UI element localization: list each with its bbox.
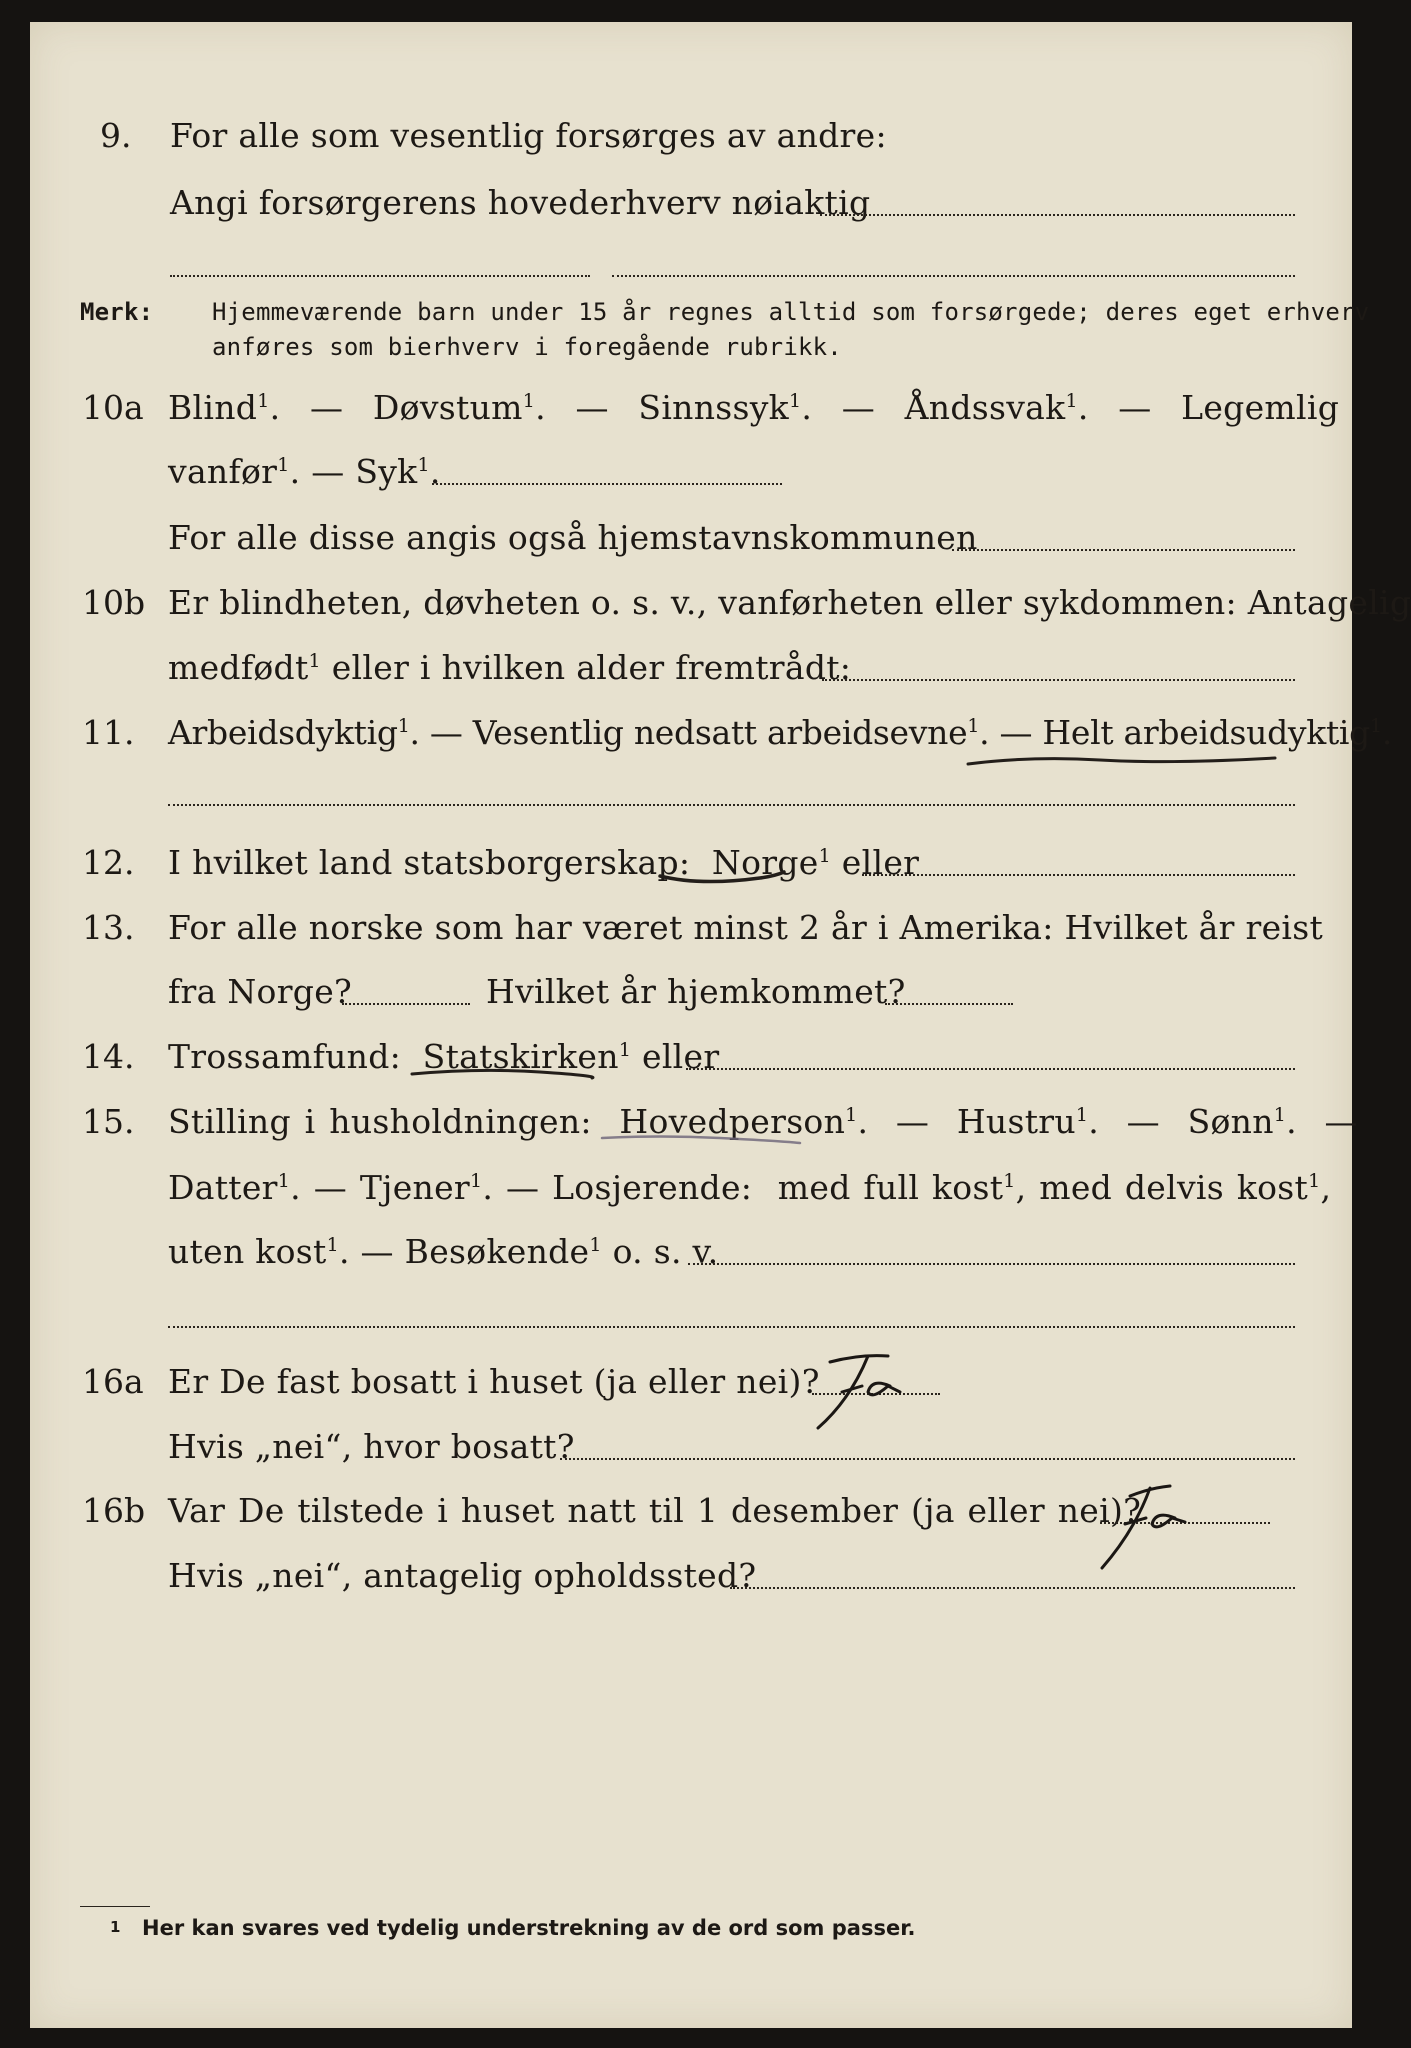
q14-line: Trossamfund: Statskirken$^1$ eller bbox=[168, 1037, 720, 1076]
q10b-line1: Er blindheten, døvheten o. s. v., vanførheten eller sykdommen: Antagelig bbox=[168, 583, 1411, 622]
q10b-number: 10b bbox=[82, 583, 146, 622]
option-norge[interactable]: Norge bbox=[711, 843, 819, 882]
q16b-opholdssted-field[interactable] bbox=[730, 1587, 1295, 1589]
q15-line1: Stilling i husholdningen: Hovedperson$^1$. — Hustru$^1$. — Sønn$^1$. — bbox=[168, 1102, 1358, 1141]
option-syk[interactable]: Syk bbox=[355, 452, 418, 491]
q9-line1: For alle som vesentlig forsørges av andre: bbox=[170, 116, 887, 155]
q16a-number: 16a bbox=[82, 1362, 144, 1401]
q12-country-field[interactable] bbox=[862, 874, 1295, 876]
merk-label: Merk: bbox=[80, 298, 154, 326]
option-datter[interactable]: Datter bbox=[168, 1168, 278, 1207]
q16a-line1: Er De fast bosatt i huset (ja eller nei)? bbox=[168, 1362, 820, 1401]
option-statskirken[interactable]: Statskirken bbox=[422, 1037, 619, 1076]
footnote-text: Her kan svares ved tydelig understrekning av de ord som passer. bbox=[142, 1916, 916, 1940]
q11-line1: Arbeidsdyktig$^1$. — Vesentlig nedsatt arbeidsevne$^1$. — Helt arbeidsudyktig$^1$. bbox=[168, 713, 1393, 752]
q16b-answer-field[interactable] bbox=[1100, 1522, 1270, 1524]
q15-number: 15. bbox=[82, 1102, 135, 1141]
option-vanfor[interactable]: vanfør bbox=[168, 452, 278, 491]
q9-answer-field[interactable] bbox=[820, 214, 1295, 216]
option-delvis-kost[interactable]: med delvis kost bbox=[1039, 1168, 1309, 1207]
option-sinnssyk[interactable]: Sinnssyk bbox=[638, 388, 789, 427]
q15-line2: Datter$^1$. — Tjener$^1$. — Losjerende: med full kost$^1$, med delvis kost$^1$, bbox=[168, 1168, 1332, 1207]
option-dovstum[interactable]: Døvstum bbox=[372, 388, 523, 427]
option-andssvak[interactable]: Åndssvak bbox=[904, 388, 1066, 427]
option-legemlig[interactable]: Legemlig bbox=[1181, 388, 1340, 427]
option-besokende[interactable]: Besøkende bbox=[404, 1232, 590, 1271]
option-hovedperson[interactable]: Hovedperson bbox=[619, 1102, 846, 1141]
q14-trossamfund-field[interactable] bbox=[686, 1068, 1295, 1070]
footnote-mark: 1 bbox=[110, 1918, 121, 1936]
merk-line1: Hjemmeværende barn under 15 år regnes alltid som forsørgede; deres eget erhverv bbox=[212, 298, 1370, 326]
q10a-line3: For alle disse angis også hjemstavnskommunen bbox=[168, 518, 978, 557]
q10b-line2: medfødt$^1$ eller i hvilken alder fremtrådt: bbox=[168, 648, 852, 687]
option-tjener[interactable]: Tjener bbox=[359, 1168, 470, 1207]
q11-number: 11. bbox=[82, 713, 135, 752]
q9-number: 9. bbox=[100, 116, 132, 155]
q16a-answer-field[interactable] bbox=[812, 1393, 940, 1395]
q10a-number: 10a bbox=[82, 388, 144, 427]
q15-field-2[interactable] bbox=[168, 1326, 1295, 1328]
q10a-syk-field[interactable] bbox=[432, 483, 782, 485]
option-helt-arbeidsudyktig[interactable]: Helt arbeidsudyktig bbox=[1042, 713, 1371, 752]
q11-extra-field[interactable] bbox=[168, 804, 1295, 806]
q13-reist-field[interactable] bbox=[342, 1003, 470, 1005]
q13-hjem: Hvilket år hjemkommet? bbox=[486, 972, 906, 1011]
q16a-line2: Hvis „nei“, hvor bosatt? bbox=[168, 1427, 575, 1466]
q16b-line2: Hvis „nei“, antagelig opholdssted? bbox=[168, 1556, 757, 1595]
q9-line2: Angi forsørgerens hovederhverv nøiaktig bbox=[170, 183, 871, 222]
q15-line3: uten kost$^1$. — Besøkende$^1$ o. s. v. bbox=[168, 1232, 719, 1271]
q15-field-1[interactable] bbox=[688, 1263, 1295, 1265]
q12-line: I hvilket land statsborgerskap: Norge$^1$ eller bbox=[168, 843, 920, 882]
q13-number: 13. bbox=[82, 908, 135, 947]
footnote-rule bbox=[80, 1906, 150, 1907]
option-medfodt[interactable]: medfødt bbox=[168, 648, 309, 687]
merk-line2: anføres som bierhverv i foregående rubrikk. bbox=[212, 333, 842, 361]
q13-fra: fra Norge? bbox=[168, 972, 353, 1011]
option-full-kost[interactable]: med full kost bbox=[777, 1168, 1004, 1207]
q12-number: 12. bbox=[82, 843, 135, 882]
q13-line1: For alle norske som har været minst 2 år i Amerika: Hvilket år reist bbox=[168, 908, 1324, 947]
q10a-line1: Blind$^1$. — Døvstum$^1$. — Sinnssyk$^1$. — Åndssvak$^1$. — Legemlig bbox=[168, 388, 1340, 427]
option-hustru[interactable]: Hustru bbox=[956, 1102, 1076, 1141]
option-sonn[interactable]: Sønn bbox=[1187, 1102, 1274, 1141]
q16b-line1: Var De tilstede i huset natt til 1 desember (ja eller nei)? bbox=[168, 1491, 1142, 1530]
q13-hjemkommet-field[interactable] bbox=[885, 1003, 1013, 1005]
option-uten-kost[interactable]: uten kost bbox=[168, 1232, 327, 1271]
option-nedsatt[interactable]: Vesentlig nedsatt arbeidsevne bbox=[472, 713, 968, 752]
option-blind[interactable]: Blind bbox=[168, 388, 258, 427]
q16a-bosatt-field[interactable] bbox=[560, 1458, 1295, 1460]
q14-number: 14. bbox=[82, 1037, 135, 1076]
q10a-kommune-field[interactable] bbox=[952, 549, 1295, 551]
q9-answer-field-2a[interactable] bbox=[170, 275, 590, 277]
q16b-number: 16b bbox=[82, 1491, 146, 1530]
q10a-line2: vanfør$^1$. — Syk$^1$. bbox=[168, 452, 441, 491]
option-arbeidsdyktig[interactable]: Arbeidsdyktig bbox=[168, 713, 398, 752]
q10b-alder-field[interactable] bbox=[822, 679, 1295, 681]
q9-answer-field-2b[interactable] bbox=[612, 275, 1295, 277]
